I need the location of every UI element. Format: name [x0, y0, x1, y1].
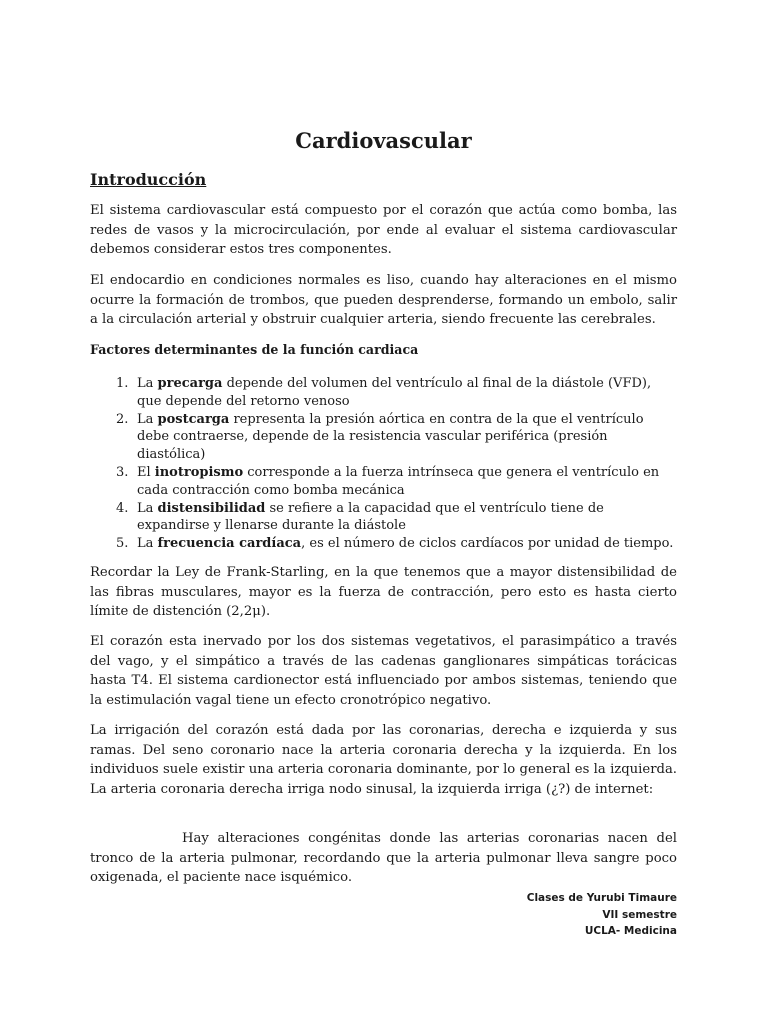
factors-heading: Factores determinantes de la función cardiaca	[90, 342, 419, 357]
section-heading-introduccion: Introducción	[90, 170, 207, 189]
list-item	[90, 375, 677, 411]
signature-institution: UCLA- Medicina	[584, 925, 677, 937]
list-item-text: corresponde a la fuerza intrínseca que genera el ventrículo en cada contracción como bomba mecánica	[137, 464, 660, 498]
list-item	[90, 464, 677, 500]
paragraph-inervacion: El corazón esta inervado por los dos sistemas vegetativos, el parasimpático a través del vago, y el simpático a través de las cadenas ganglionares simpáticas torácicas hasta T4. El sistema cardionector está influenciado por ambos sistemas, teniendo que la estimulación vagal tiene un efecto cronotrópico negativo.	[90, 634, 677, 709]
list-item	[90, 500, 677, 536]
paragraph-intro: El sistema cardiovascular está compuesto por el corazón que actúa como bomba, las redes de vasos y la microcirculación, por ende al evaluar el sistema cardiovascular debemos considerar estos tres componentes.	[90, 203, 677, 258]
list-item-text: representa la presión aórtica en contra de la que el ventrículo debe contraerse, depende de la resistencia vascular periférica (presión diastólica)	[137, 411, 644, 463]
list-item-number: 5.	[116, 536, 129, 552]
list-item-term: frecuencia cardíaca	[157, 536, 302, 552]
list-item-number: 1.	[116, 376, 129, 391]
list-item-term: inotropismo	[154, 464, 244, 480]
list-item	[90, 535, 677, 553]
list-item-term: distensibilidad	[157, 500, 266, 516]
paragraph-endocardio: El endocardio en condiciones normales es liso, cuando hay alteraciones en el mismo ocurre la formación de trombos, que pueden desprenderse, formando un embolo, salir a la circulación arterial y obstruir cualquier arteria, siendo frecuente las cerebrales.	[90, 273, 677, 328]
page-title: Cardiovascular	[295, 128, 472, 153]
signature-block	[527, 890, 677, 940]
list-item-number: 4.	[116, 500, 129, 516]
signature-author: Clases de Yurubi Timaure	[526, 892, 677, 904]
list-item-prefix: La	[137, 536, 158, 552]
paragraph-frank-starling: Recordar la Ley de Frank-Starling, en la que tenemos que a mayor distensibilidad de las fibras musculares, mayor es la fuerza de contracción, pero esto es hasta cierto límite de distención (2,2μ).	[90, 565, 677, 620]
list-item-term: precarga	[157, 376, 223, 391]
list-item-text: , es el número de ciclos cardíacos por unidad de tiempo.	[301, 536, 674, 552]
list-item-text: se refiere a la capacidad que el ventrículo tiene de expandirse y llenarse durante la diástole	[137, 500, 604, 534]
factors-list	[90, 375, 677, 553]
list-item	[90, 411, 677, 464]
paragraph-irrigacion: La irrigación del corazón está dada por las coronarias, derecha e izquierda y sus ramas. Del seno coronario nace la arteria coronaria derecha y la izquierda. En los individuos suele existir una arteria coronaria dominante, por lo general es la izquierda. La arteria coronaria derecha irriga nodo sinusal, la izquierda irriga (¿?) de internet:	[90, 723, 677, 798]
paragraph-alteraciones: Hay alteraciones congénitas donde las arterias coronarias nacen del tronco de la arteria pulmonar, recordando que la arteria pulmonar lleva sangre poco oxigenada, el paciente nace isquémico.	[90, 831, 677, 886]
list-item-number: 3.	[116, 464, 129, 480]
list-item-number: 2.	[116, 411, 129, 427]
list-item-prefix: El	[137, 464, 155, 480]
list-item-text: depende del volumen del ventrículo al final de la diástole (VFD), que depende del retorno venoso	[137, 376, 652, 409]
list-item-prefix: La	[137, 376, 158, 391]
list-item-term: postcarga	[157, 411, 230, 427]
list-item-prefix: La	[137, 500, 158, 516]
list-item-prefix: La	[137, 411, 158, 427]
signature-semester: VII semestre	[602, 908, 677, 921]
